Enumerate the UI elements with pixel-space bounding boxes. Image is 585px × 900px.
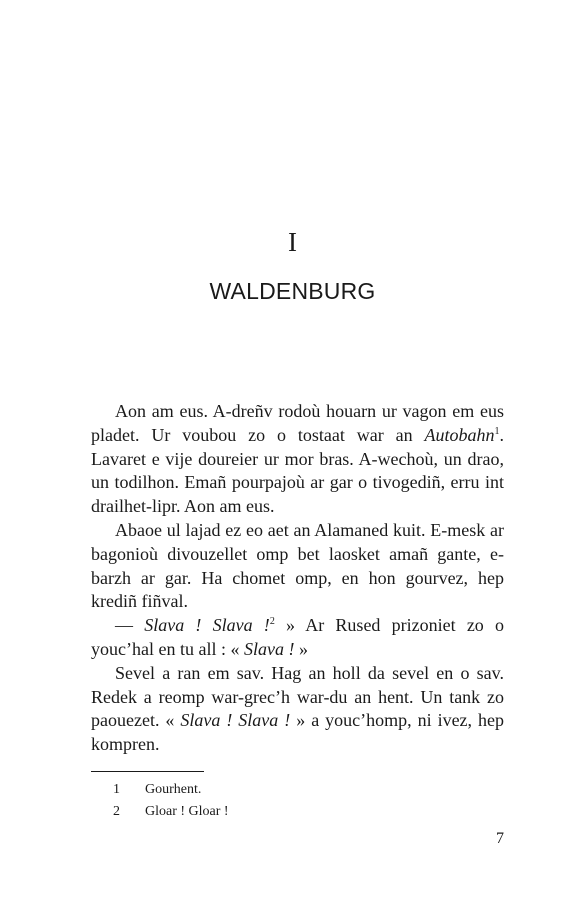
footnote-number: 2 bbox=[113, 804, 120, 819]
paragraph-4-text-cont: » a youc’homp, ni ivez, hep kompren. bbox=[91, 710, 504, 755]
footnotes bbox=[113, 779, 229, 823]
paragraph-1 bbox=[91, 400, 504, 519]
paragraph-1-text-cont: . Lavaret e vije doureier ur mor bras. A-wechoù, un drao, un todilhon. Emañ pourpajoù ar gar o tivogediñ, erru int drailhet-lipr. Aon am eus. bbox=[91, 424, 504, 517]
slava-exclamation-3: Slava ! Slava ! bbox=[180, 710, 291, 731]
chapter-number: I bbox=[288, 227, 297, 257]
footnote-1 bbox=[113, 779, 229, 801]
footnote-number: 1 bbox=[113, 782, 120, 797]
body-text bbox=[91, 400, 504, 757]
dialogue-dash: — bbox=[115, 615, 145, 636]
footnote-2 bbox=[113, 801, 229, 823]
footnote-text: Gloar ! Gloar ! bbox=[145, 804, 229, 819]
closing-quote: » bbox=[294, 638, 308, 659]
footnote-text: Gourhent. bbox=[145, 782, 202, 797]
paragraph-4-text: Sevel a ran em sav. Hag an holl da sevel en o sav. Redek a reomp war-grec’h war-du an hent. Un tank zo paouezet. « bbox=[91, 662, 504, 731]
chapter-title: WALDENBURG bbox=[209, 278, 376, 304]
paragraph-1-text: Aon am eus. A-dreñv rodoù houarn ur vagon em eus pladet. Ur voubou zo o tostaat war an bbox=[91, 401, 504, 445]
slava-exclamation-2: Slava ! bbox=[243, 638, 295, 659]
paragraph-3-text: » Ar Rused prizoniet zo o youc’hal en tu all : « bbox=[91, 615, 505, 659]
slava-exclamation: Slava ! Slava ! bbox=[144, 615, 270, 636]
paragraph-2: Abaoe ul lajad ez eo aet an Alamaned kuit. E-mesk ar bagonioù divouzellet omp bet laosket amañ gante, e-barzh ar gar. Ha chomet omp, en hon gourvez, hep krediñ fiñval. bbox=[91, 519, 504, 612]
paragraph-3 bbox=[91, 614, 504, 662]
footnote-ref-1[interactable]: 1 bbox=[494, 425, 500, 437]
autobahn-term-wrap bbox=[425, 425, 500, 445]
autobahn-term: Autobahn bbox=[424, 424, 495, 445]
page-number: 7 bbox=[496, 830, 504, 847]
paragraph-4 bbox=[91, 662, 504, 757]
footnote-separator bbox=[91, 771, 204, 772]
footnote-ref-2[interactable]: 2 bbox=[269, 616, 275, 628]
